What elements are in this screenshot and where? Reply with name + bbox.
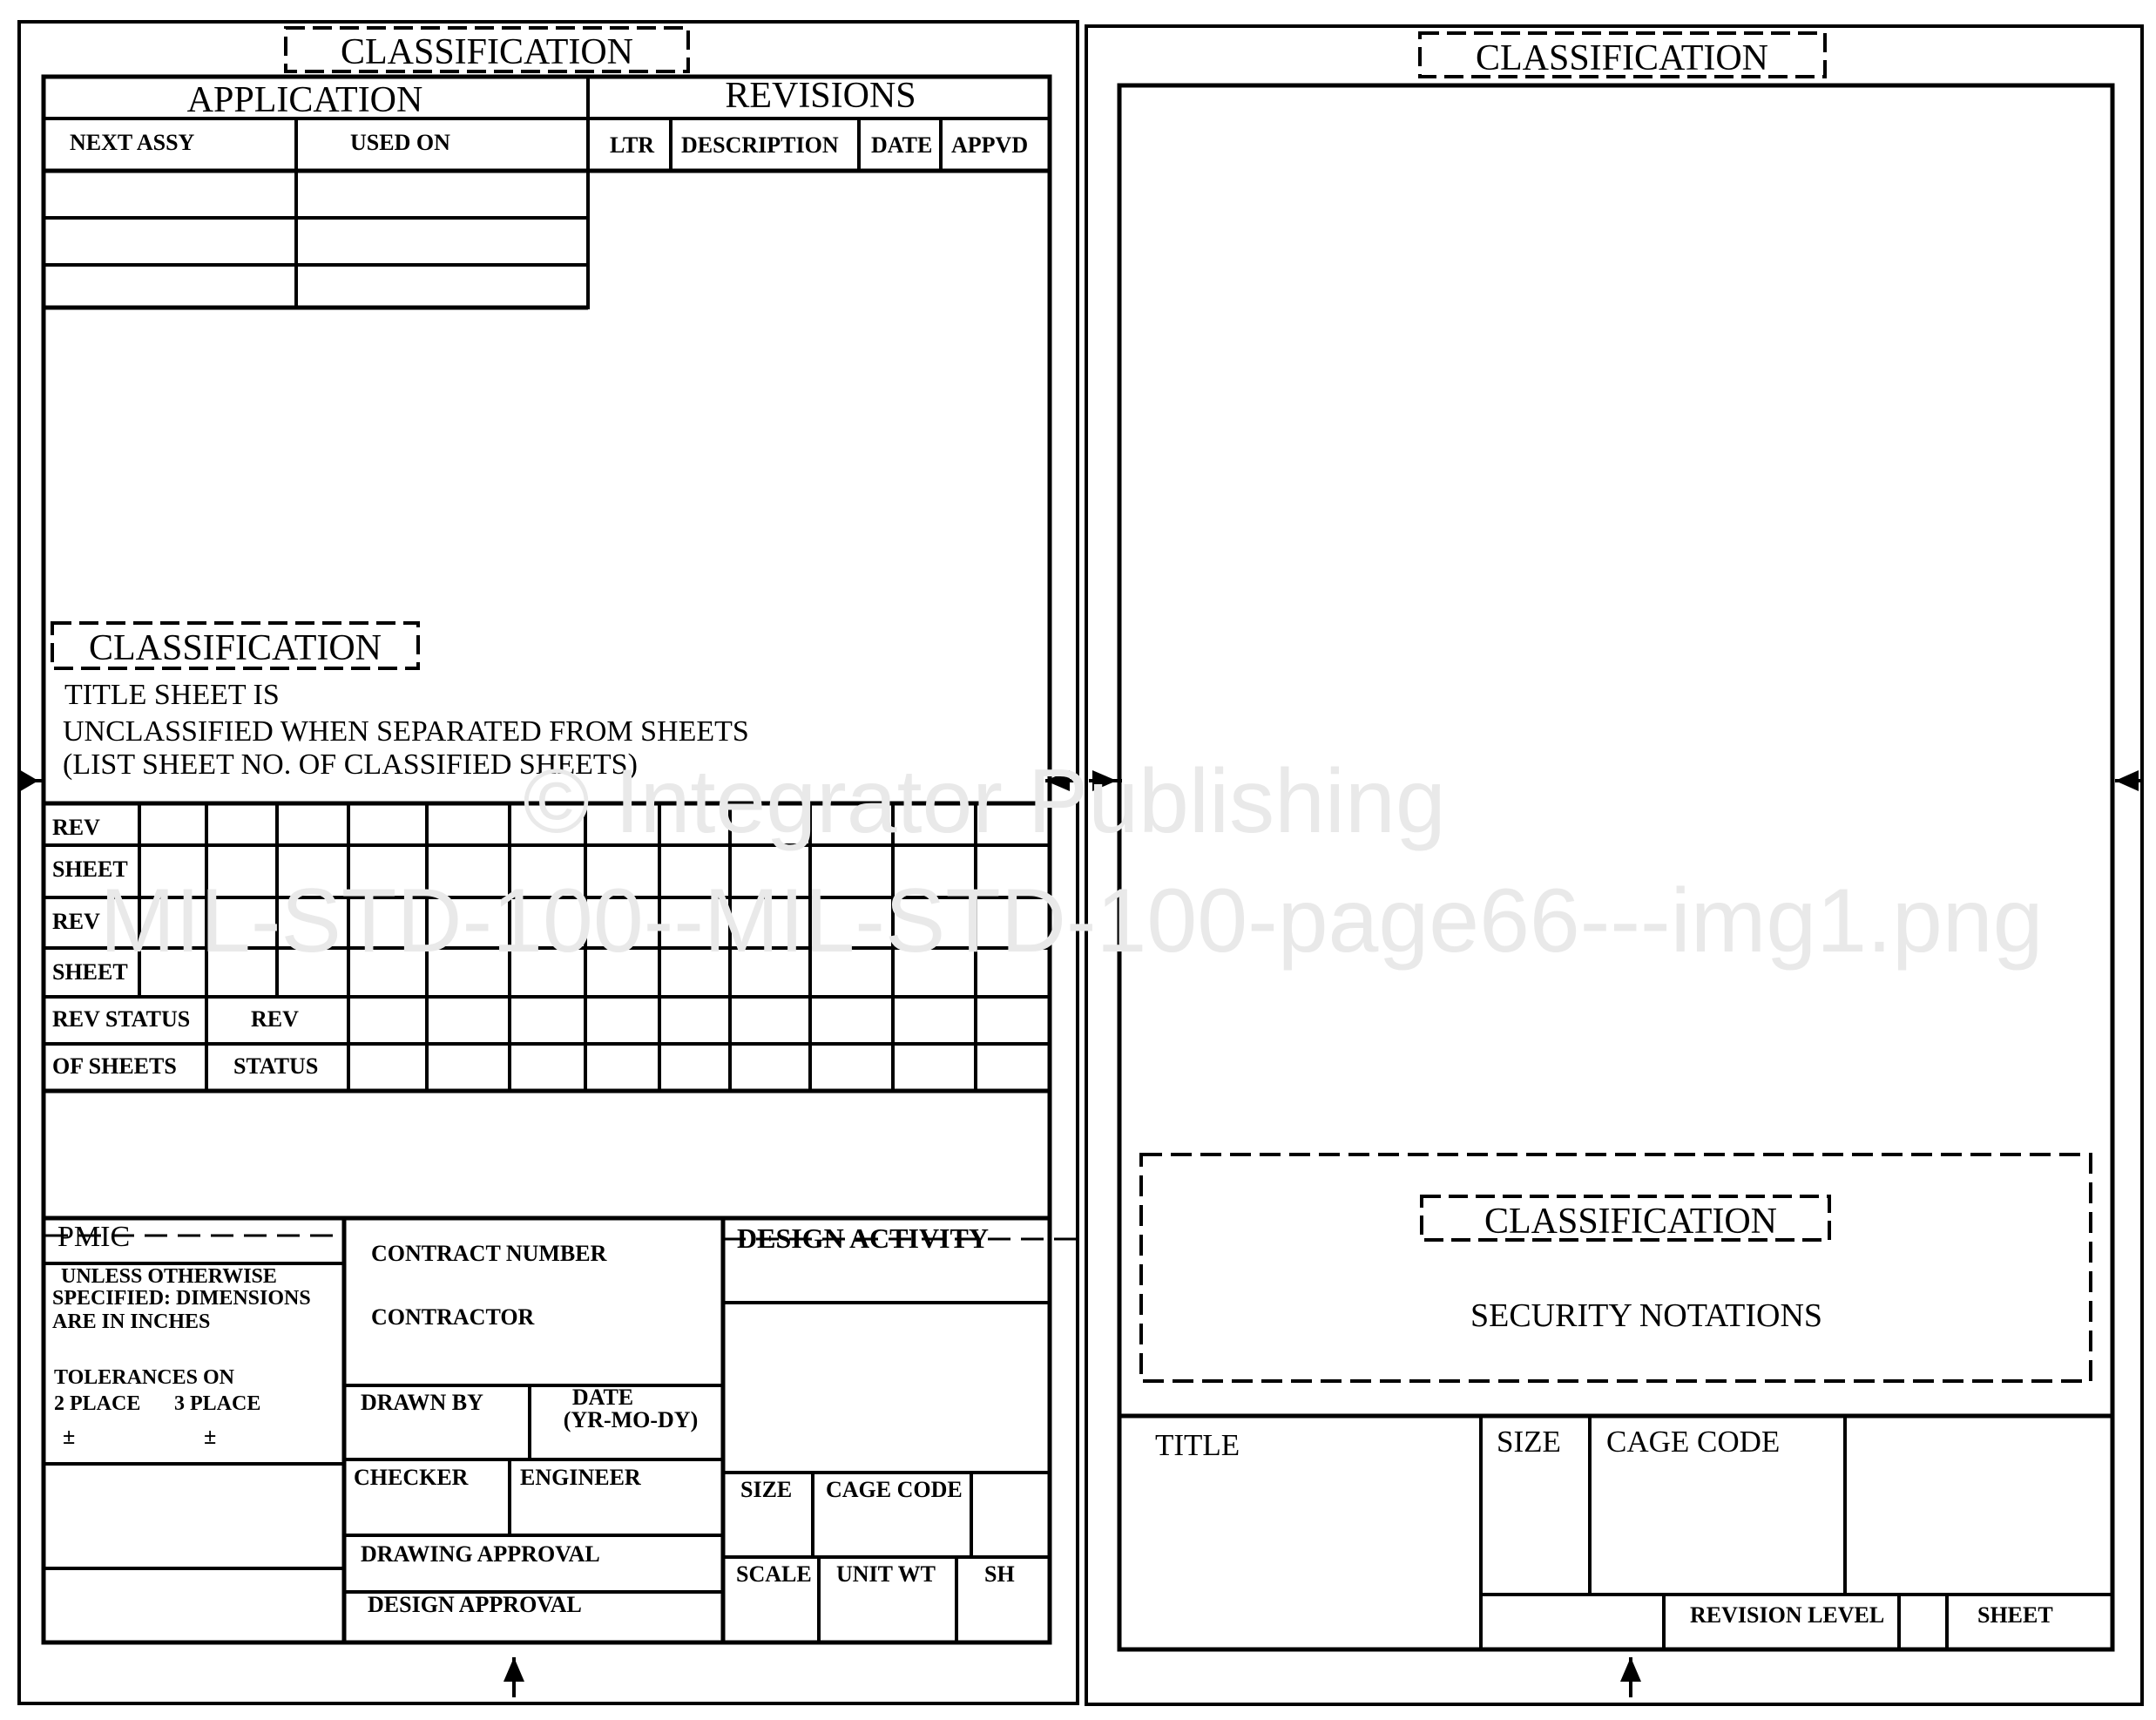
sh-label: SH: [984, 1561, 1015, 1587]
date-format-label: (YR-MO-DY): [563, 1407, 699, 1432]
left-form-linework: [19, 22, 1078, 1703]
revision-level-label: REVISION LEVEL: [1690, 1602, 1885, 1628]
note-line-2: UNCLASSIFIED WHEN SEPARATED FROM SHEETS: [63, 715, 749, 748]
rev-short-label: REV: [251, 1006, 299, 1032]
design-approval-label: DESIGN APPROVAL: [368, 1592, 582, 1617]
checker-label: CHECKER: [354, 1465, 469, 1490]
right-title-label: TITLE: [1155, 1428, 1240, 1462]
security-notations-box: [1141, 1155, 2091, 1381]
cage-code-label: CAGE CODE: [826, 1477, 963, 1502]
contract-number-label: CONTRACT NUMBER: [371, 1241, 607, 1266]
drawing-approval-label: DRAWING APPROVAL: [361, 1541, 600, 1567]
classification-label-mid-left: CLASSIFICATION: [88, 628, 382, 668]
drawn-by-label: DRAWN BY: [361, 1390, 483, 1415]
classification-label-top-right: CLASSIFICATION: [1475, 38, 1769, 78]
engineer-label: ENGINEER: [520, 1465, 641, 1490]
date-header: DATE: [871, 132, 933, 158]
description-header: DESCRIPTION: [681, 132, 839, 158]
next-assy-header: NEXT ASSY: [70, 130, 195, 155]
right-cage-code-label: CAGE CODE: [1606, 1425, 1781, 1459]
watermark-line-2: MIL-STD-100--MIL-STD-100-page66---img1.png: [99, 870, 2044, 972]
two-place-pm: ±: [63, 1424, 76, 1449]
used-on-header: USED ON: [350, 130, 450, 155]
watermark-line-1: © Integrator Publishing: [523, 751, 1446, 852]
unless-line-1: UNLESS OTHERWISE: [61, 1265, 277, 1288]
ltr-header: LTR: [610, 132, 655, 158]
revisions-title: REVISIONS: [725, 76, 916, 116]
size-label: SIZE: [740, 1477, 793, 1502]
classification-label-top-left: CLASSIFICATION: [340, 32, 634, 72]
right-size-label: SIZE: [1497, 1425, 1561, 1459]
date-label: DATE: [571, 1385, 634, 1410]
right-title-block: [1155, 1425, 2053, 1628]
rev-label-2: REV: [52, 909, 100, 934]
status-label: STATUS: [233, 1053, 319, 1079]
unit-wt-label: UNIT WT: [836, 1561, 936, 1587]
unless-line-2: SPECIFIED: DIMENSIONS: [52, 1287, 311, 1310]
note-line-1: TITLE SHEET IS: [64, 679, 280, 711]
appvd-header: APPVD: [951, 132, 1029, 158]
three-place-pm: ±: [204, 1424, 217, 1449]
classification-label-security: CLASSIFICATION: [1484, 1202, 1778, 1242]
scale-label: SCALE: [736, 1561, 812, 1587]
right-sheet-label: SHEET: [1977, 1602, 2053, 1628]
rev-status-label: REV STATUS: [52, 1006, 191, 1032]
watermark: [100, 751, 2044, 972]
security-notations-label: SECURITY NOTATIONS: [1470, 1297, 1823, 1334]
tolerances-label: TOLERANCES ON: [54, 1366, 234, 1389]
design-activity-label: DESIGN ACTIVITY: [737, 1222, 989, 1254]
unless-line-3: ARE IN INCHES: [52, 1310, 211, 1333]
sheet-label-2: SHEET: [52, 959, 128, 985]
of-sheets-label: OF SHEETS: [52, 1053, 177, 1079]
contractor-label: CONTRACTOR: [371, 1304, 535, 1330]
three-place-label: 3 PLACE: [174, 1392, 261, 1415]
pmic-label: PMIC: [57, 1221, 131, 1253]
sheet-label-1: SHEET: [52, 857, 128, 882]
rev-label-1: REV: [52, 815, 100, 840]
application-title: APPLICATION: [186, 80, 423, 120]
two-place-label: 2 PLACE: [54, 1392, 141, 1415]
note-line-3: (LIST SHEET NO. OF CLASSIFIED SHEETS): [63, 748, 638, 781]
